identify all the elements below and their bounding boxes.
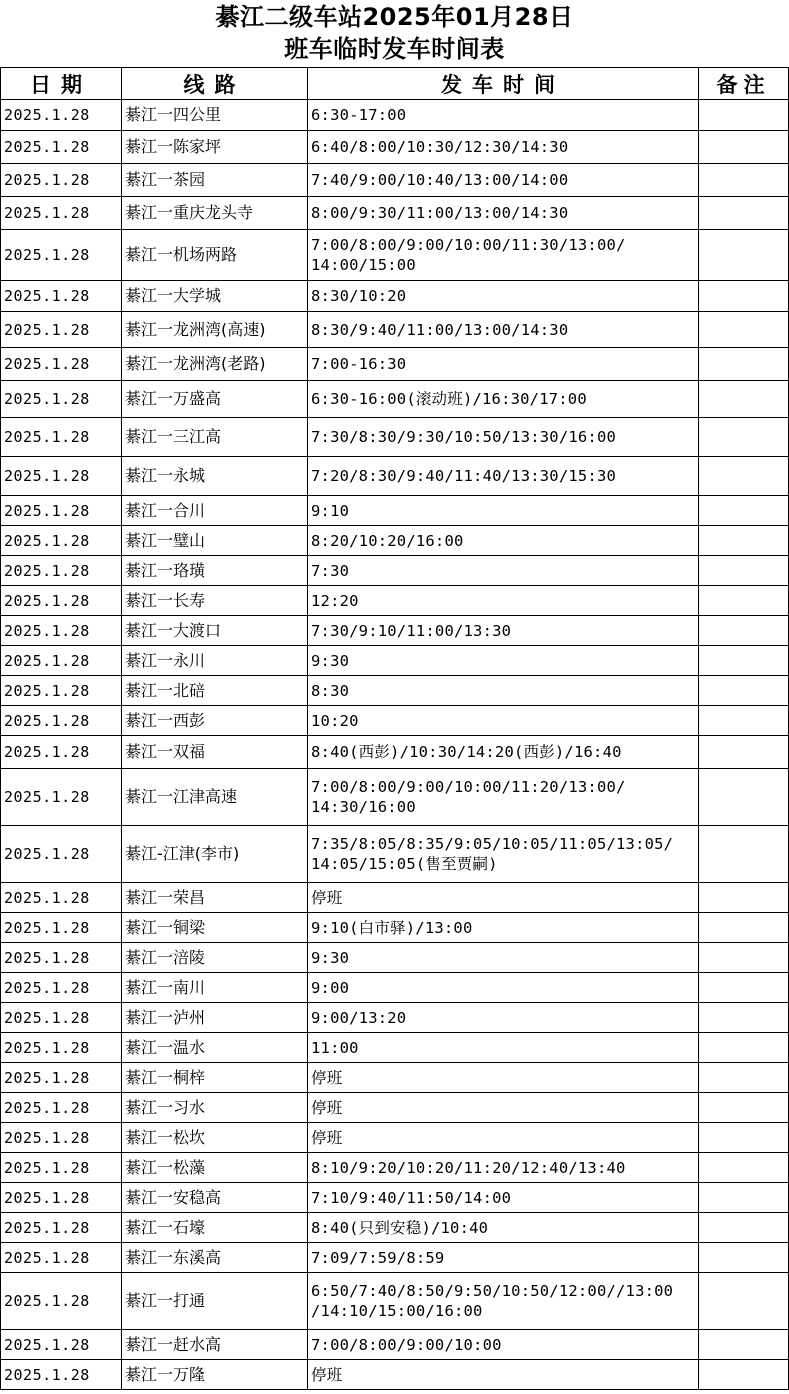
cell-date: 2025.1.28	[1, 526, 122, 556]
cell-remark	[699, 913, 789, 943]
header-time: 发车时间	[308, 68, 699, 100]
cell-remark	[699, 457, 789, 496]
cell-time: 6:40/8:00/10:30/12:30/14:30	[308, 131, 699, 164]
table-row	[1, 586, 789, 616]
cell-time: 8:10/9:20/10:20/11:20/12:40/13:40	[308, 1153, 699, 1183]
cell-remark	[699, 1093, 789, 1123]
cell-time: 7:30	[308, 556, 699, 586]
cell-remark	[699, 381, 789, 418]
cell-remark	[699, 1153, 789, 1183]
cell-route: 綦江一南川	[122, 973, 308, 1003]
cell-date: 2025.1.28	[1, 1330, 122, 1360]
table-row	[1, 1153, 789, 1183]
table-row	[1, 1183, 789, 1213]
cell-route: 綦江一合川	[122, 496, 308, 526]
table-row	[1, 943, 789, 973]
cell-date: 2025.1.28	[1, 676, 122, 706]
cell-remark	[699, 826, 789, 883]
table-row	[1, 164, 789, 197]
cell-route: 綦江一东溪高	[122, 1243, 308, 1273]
cell-date: 2025.1.28	[1, 131, 122, 164]
header-route: 线路	[122, 68, 308, 100]
cell-date: 2025.1.28	[1, 1093, 122, 1123]
cell-route: 綦江一机场两路	[122, 230, 308, 281]
cell-route: 綦江一习水	[122, 1093, 308, 1123]
table-row	[1, 418, 789, 457]
cell-remark	[699, 1213, 789, 1243]
cell-time: 8:30/9:40/11:00/13:00/14:30	[308, 312, 699, 348]
cell-remark	[699, 197, 789, 230]
cell-date: 2025.1.28	[1, 1360, 122, 1390]
cell-remark	[699, 1063, 789, 1093]
cell-date: 2025.1.28	[1, 616, 122, 646]
cell-route: 綦江一松藻	[122, 1153, 308, 1183]
table-row	[1, 1003, 789, 1033]
cell-route: 綦江一三江高	[122, 418, 308, 457]
cell-time: 6:50/7:40/8:50/9:50/10:50/12:00//13:00 /14:10/15:00/16:00	[308, 1273, 699, 1330]
cell-remark	[699, 526, 789, 556]
cell-time: 停班	[308, 1063, 699, 1093]
cell-remark	[699, 164, 789, 197]
header-remark: 备注	[699, 68, 789, 100]
cell-time: 12:20	[308, 586, 699, 616]
cell-remark	[699, 1330, 789, 1360]
cell-time: 9:30	[308, 646, 699, 676]
table-row	[1, 1360, 789, 1390]
cell-date: 2025.1.28	[1, 973, 122, 1003]
cell-time: 8:40(只到安稳)/10:40	[308, 1213, 699, 1243]
cell-remark	[699, 556, 789, 586]
table-row	[1, 769, 789, 826]
cell-route: 綦江一重庆龙头寺	[122, 197, 308, 230]
cell-route: 綦江一四公里	[122, 100, 308, 131]
cell-date: 2025.1.28	[1, 164, 122, 197]
cell-route: 綦江一温水	[122, 1033, 308, 1063]
cell-remark	[699, 1123, 789, 1153]
table-body	[1, 100, 789, 1390]
table-row	[1, 312, 789, 348]
cell-time: 8:30/10:20	[308, 281, 699, 312]
cell-time: 7:09/7:59/8:59	[308, 1243, 699, 1273]
table-row	[1, 676, 789, 706]
table-row	[1, 616, 789, 646]
cell-route: 綦江一永城	[122, 457, 308, 496]
cell-time: 9:00	[308, 973, 699, 1003]
cell-time: 8:30	[308, 676, 699, 706]
cell-date: 2025.1.28	[1, 1273, 122, 1330]
cell-time: 停班	[308, 1093, 699, 1123]
cell-route: 綦江一长寿	[122, 586, 308, 616]
cell-route: 綦江一石壕	[122, 1213, 308, 1243]
cell-remark	[699, 131, 789, 164]
table-row	[1, 913, 789, 943]
title-line-1: 綦江二级车站2025年01月28日	[215, 3, 574, 31]
cell-date: 2025.1.28	[1, 556, 122, 586]
cell-time: 7:00/8:00/9:00/10:00/11:20/13:00/ 14:30/16:00	[308, 769, 699, 826]
table-header-row	[1, 68, 789, 100]
cell-date: 2025.1.28	[1, 418, 122, 457]
table-row	[1, 1213, 789, 1243]
cell-time: 8:20/10:20/16:00	[308, 526, 699, 556]
cell-remark	[699, 973, 789, 1003]
cell-time: 9:30	[308, 943, 699, 973]
cell-date: 2025.1.28	[1, 197, 122, 230]
cell-remark	[699, 1033, 789, 1063]
cell-date: 2025.1.28	[1, 348, 122, 381]
cell-remark	[699, 769, 789, 826]
cell-remark	[699, 312, 789, 348]
cell-remark	[699, 100, 789, 131]
table-row	[1, 556, 789, 586]
cell-time: 6:30-16:00(滚动班)/16:30/17:00	[308, 381, 699, 418]
cell-time: 7:00/8:00/9:00/10:00	[308, 1330, 699, 1360]
cell-time: 7:30/8:30/9:30/10:50/13:30/16:00	[308, 418, 699, 457]
cell-route: 綦江一北碚	[122, 676, 308, 706]
cell-route: 綦江一江津高速	[122, 769, 308, 826]
title-line-2: 班车临时发车时间表	[284, 35, 505, 63]
cell-remark	[699, 1273, 789, 1330]
cell-route: 綦江一涪陵	[122, 943, 308, 973]
table-row	[1, 496, 789, 526]
cell-route: 綦江一大学城	[122, 281, 308, 312]
cell-date: 2025.1.28	[1, 1243, 122, 1273]
cell-remark	[699, 1360, 789, 1390]
cell-remark	[699, 586, 789, 616]
cell-date: 2025.1.28	[1, 1003, 122, 1033]
cell-route: 綦江一龙洲湾(高速)	[122, 312, 308, 348]
cell-time: 停班	[308, 1123, 699, 1153]
cell-route: 綦江一万隆	[122, 1360, 308, 1390]
table-row	[1, 706, 789, 736]
cell-date: 2025.1.28	[1, 312, 122, 348]
table-row	[1, 131, 789, 164]
cell-date: 2025.1.28	[1, 1033, 122, 1063]
cell-date: 2025.1.28	[1, 381, 122, 418]
table-row	[1, 1063, 789, 1093]
cell-remark	[699, 230, 789, 281]
cell-date: 2025.1.28	[1, 1123, 122, 1153]
cell-remark	[699, 1183, 789, 1213]
table-row	[1, 526, 789, 556]
cell-remark	[699, 883, 789, 913]
cell-time: 11:00	[308, 1033, 699, 1063]
table-row	[1, 736, 789, 769]
schedule-table	[0, 67, 789, 1390]
cell-time: 9:00/13:20	[308, 1003, 699, 1033]
cell-time: 7:20/8:30/9:40/11:40/13:30/15:30	[308, 457, 699, 496]
cell-remark	[699, 706, 789, 736]
cell-route: 綦江一陈家坪	[122, 131, 308, 164]
cell-remark	[699, 496, 789, 526]
cell-remark	[699, 646, 789, 676]
table-row	[1, 1033, 789, 1063]
cell-date: 2025.1.28	[1, 736, 122, 769]
cell-time: 停班	[308, 1360, 699, 1390]
table-row	[1, 826, 789, 883]
cell-route: 綦江一安稳高	[122, 1183, 308, 1213]
cell-date: 2025.1.28	[1, 769, 122, 826]
cell-remark	[699, 616, 789, 646]
cell-route: 綦江一铜梁	[122, 913, 308, 943]
cell-date: 2025.1.28	[1, 586, 122, 616]
cell-time: 9:10	[308, 496, 699, 526]
cell-route: 綦江一大渡口	[122, 616, 308, 646]
cell-time: 8:40(西彭)/10:30/14:20(西彭)/16:40	[308, 736, 699, 769]
header-date: 日期	[1, 68, 122, 100]
cell-remark	[699, 1003, 789, 1033]
cell-remark	[699, 943, 789, 973]
cell-route: 綦江一桐梓	[122, 1063, 308, 1093]
cell-remark	[699, 418, 789, 457]
cell-time: 7:40/9:00/10:40/13:00/14:00	[308, 164, 699, 197]
table-row	[1, 883, 789, 913]
cell-date: 2025.1.28	[1, 1183, 122, 1213]
cell-route: 綦江一珞璜	[122, 556, 308, 586]
cell-time: 7:00-16:30	[308, 348, 699, 381]
cell-date: 2025.1.28	[1, 913, 122, 943]
cell-date: 2025.1.28	[1, 943, 122, 973]
cell-time: 6:30-17:00	[308, 100, 699, 131]
cell-date: 2025.1.28	[1, 706, 122, 736]
cell-time: 10:20	[308, 706, 699, 736]
cell-time: 停班	[308, 883, 699, 913]
cell-remark	[699, 348, 789, 381]
cell-time: 9:10(白市驿)/13:00	[308, 913, 699, 943]
cell-route: 綦江一永川	[122, 646, 308, 676]
table-row	[1, 1273, 789, 1330]
cell-route: 綦江一茶园	[122, 164, 308, 197]
cell-time: 7:35/8:05/8:35/9:05/10:05/11:05/13:05/ 14:05/15:05(售至贾嗣)	[308, 826, 699, 883]
cell-route: 綦江一泸州	[122, 1003, 308, 1033]
cell-route: 綦江一璧山	[122, 526, 308, 556]
table-row	[1, 646, 789, 676]
cell-remark	[699, 281, 789, 312]
cell-date: 2025.1.28	[1, 230, 122, 281]
cell-route: 綦江一荣昌	[122, 883, 308, 913]
table-row	[1, 230, 789, 281]
table-row	[1, 381, 789, 418]
cell-time: 7:00/8:00/9:00/10:00/11:30/13:00/ 14:00/15:00	[308, 230, 699, 281]
cell-date: 2025.1.28	[1, 1213, 122, 1243]
cell-date: 2025.1.28	[1, 100, 122, 131]
table-row	[1, 457, 789, 496]
cell-date: 2025.1.28	[1, 826, 122, 883]
cell-date: 2025.1.28	[1, 1063, 122, 1093]
table-row	[1, 973, 789, 1003]
cell-route: 綦江一龙洲湾(老路)	[122, 348, 308, 381]
cell-route: 綦江一松坎	[122, 1123, 308, 1153]
cell-route: 綦江一万盛高	[122, 381, 308, 418]
cell-date: 2025.1.28	[1, 281, 122, 312]
cell-time: 8:00/9:30/11:00/13:00/14:30	[308, 197, 699, 230]
cell-time: 7:10/9:40/11:50/14:00	[308, 1183, 699, 1213]
cell-remark	[699, 736, 789, 769]
cell-date: 2025.1.28	[1, 646, 122, 676]
table-row	[1, 1093, 789, 1123]
table-row	[1, 100, 789, 131]
cell-route: 綦江一打通	[122, 1273, 308, 1330]
cell-route: 綦江一双福	[122, 736, 308, 769]
table-row	[1, 197, 789, 230]
cell-date: 2025.1.28	[1, 1153, 122, 1183]
cell-date: 2025.1.28	[1, 496, 122, 526]
table-row	[1, 281, 789, 312]
cell-remark	[699, 1243, 789, 1273]
cell-date: 2025.1.28	[1, 457, 122, 496]
cell-route: 綦江-江津(李市)	[122, 826, 308, 883]
cell-date: 2025.1.28	[1, 883, 122, 913]
cell-time: 7:30/9:10/11:00/13:30	[308, 616, 699, 646]
cell-remark	[699, 676, 789, 706]
table-row	[1, 348, 789, 381]
table-row	[1, 1123, 789, 1153]
table-row	[1, 1330, 789, 1360]
table-row	[1, 1243, 789, 1273]
cell-route: 綦江一赶水高	[122, 1330, 308, 1360]
cell-route: 綦江一西彭	[122, 706, 308, 736]
